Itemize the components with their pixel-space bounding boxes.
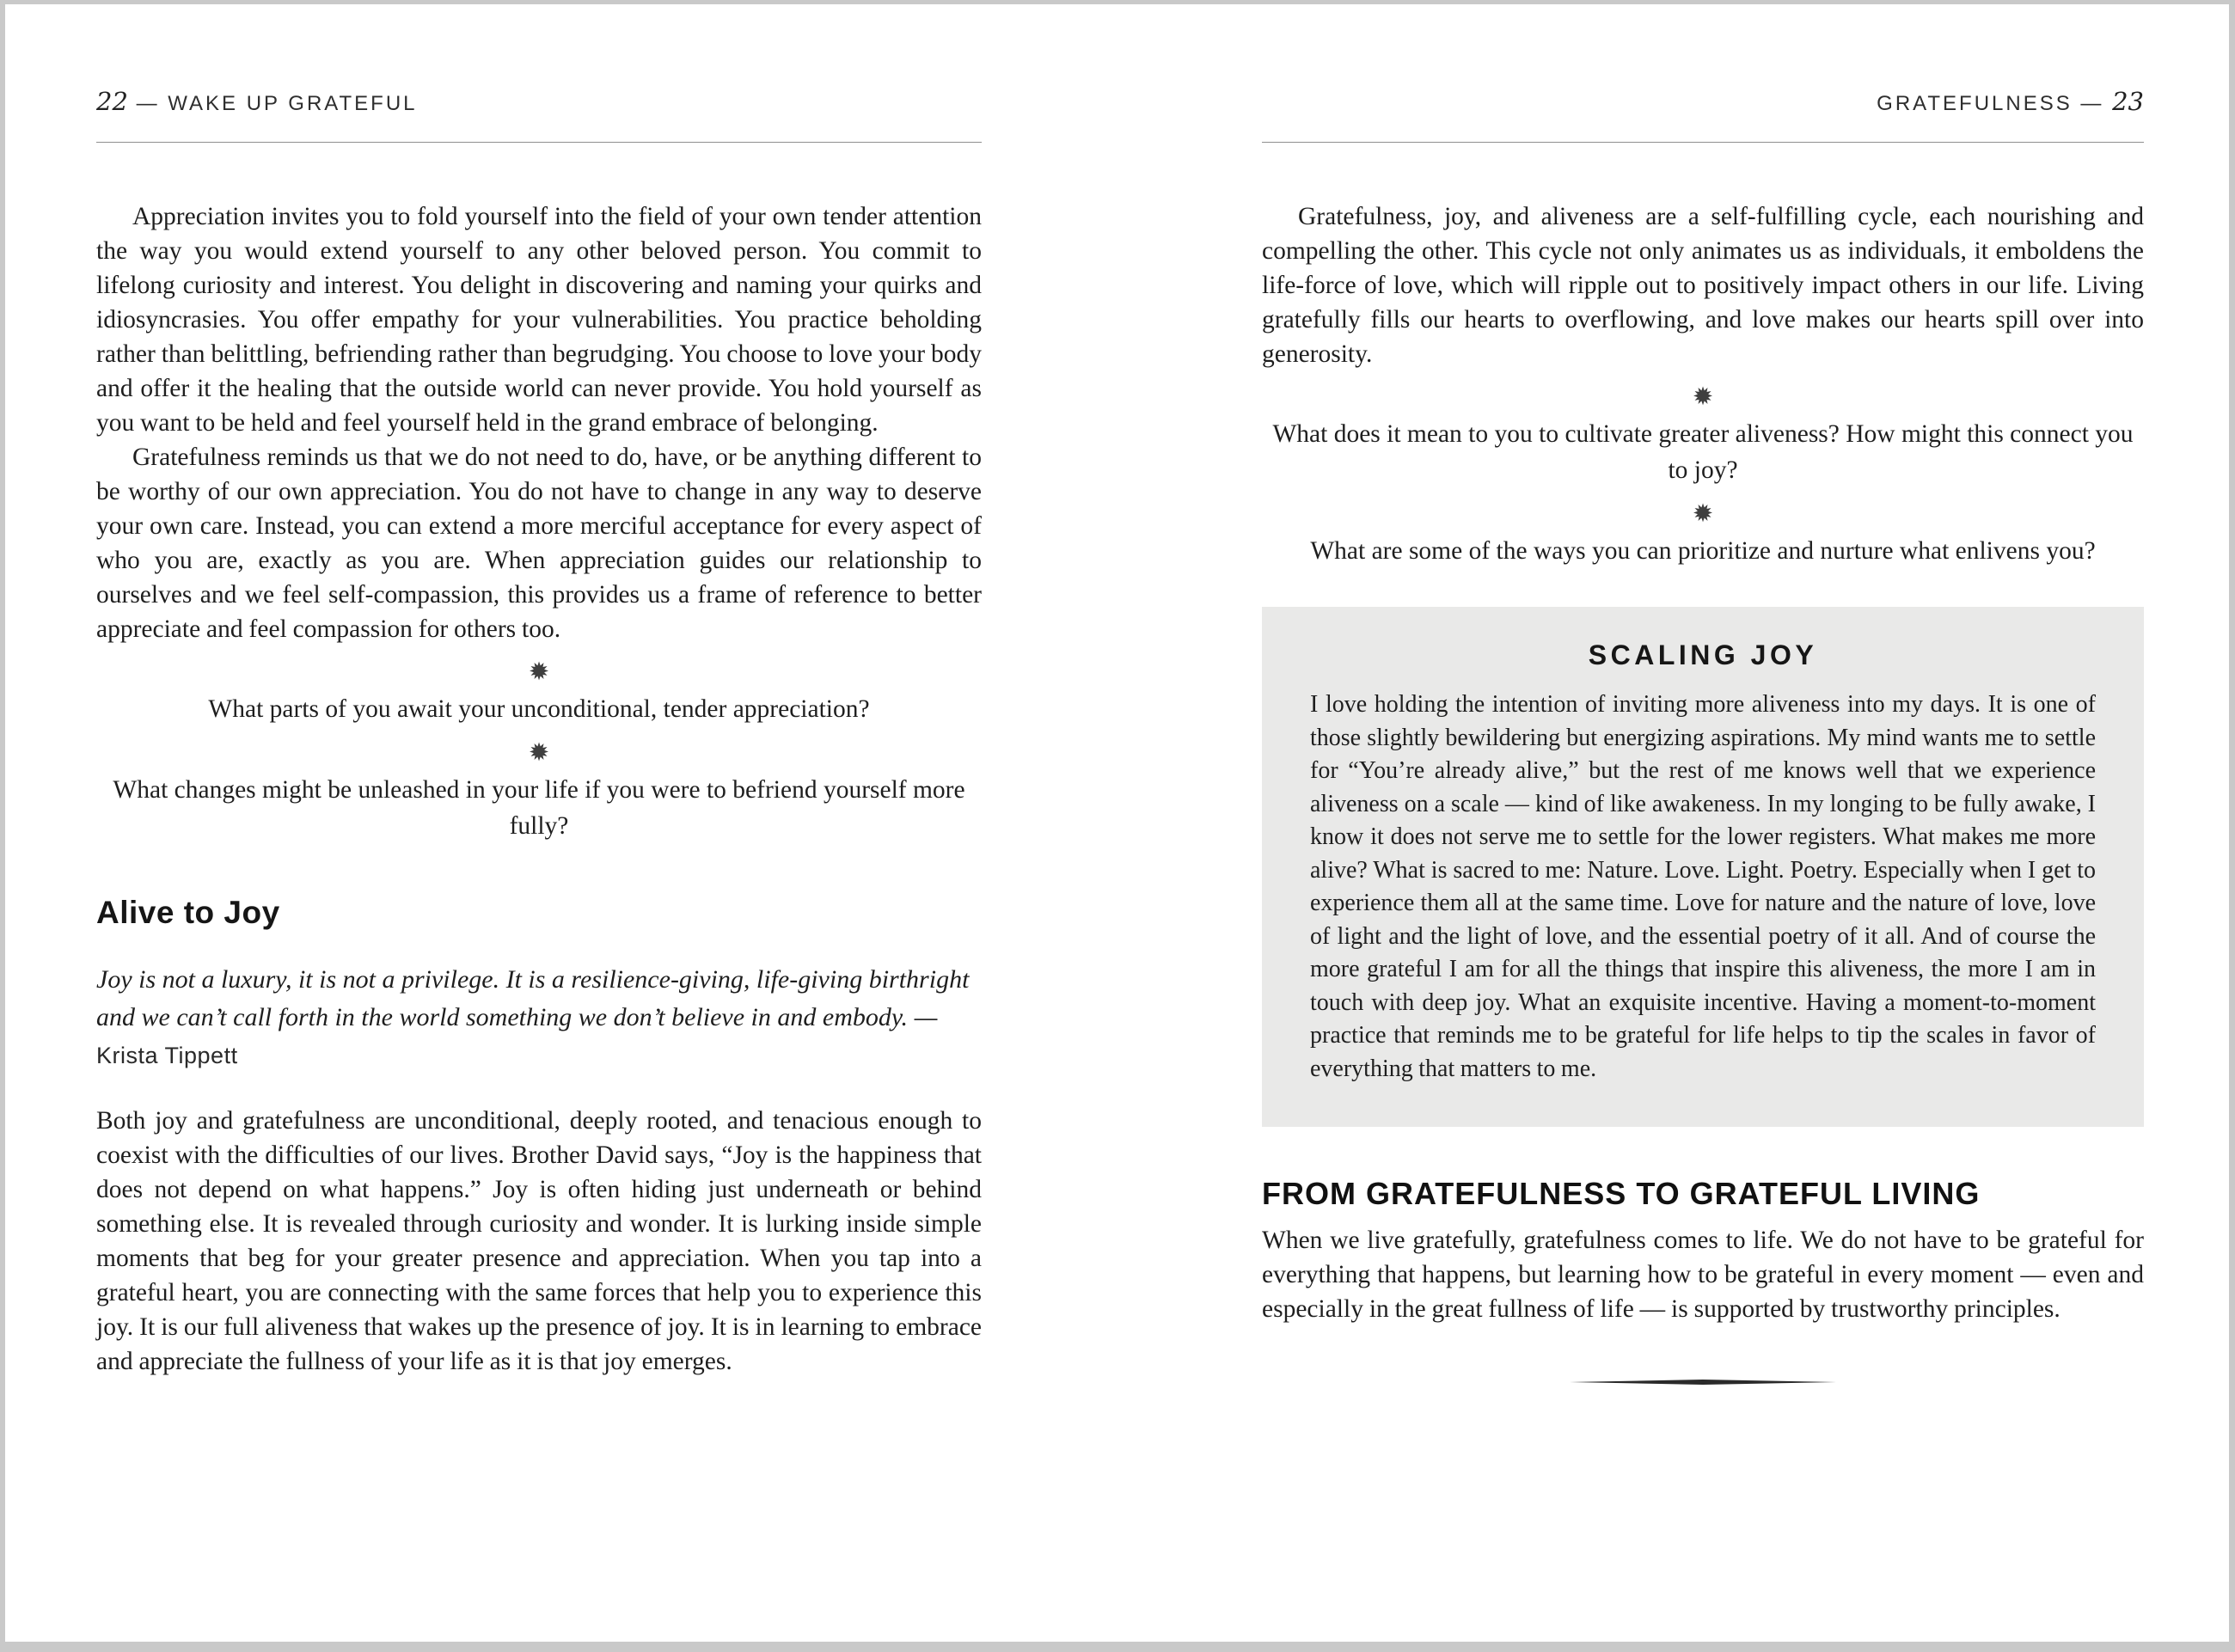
reflection-question: What parts of you await your unconditional, tender appreciation? — [208, 695, 870, 723]
star-ornament-icon: ✹ — [528, 739, 550, 767]
paragraph: Appreciation invites you to fold yourself into the field of your own tender attention the way you would extend yourself to any other beloved person. You commit to lifelong curiosity and interest. You delight in discovering and naming your quirks and idiosyncrasies. You offer empathy for your vulnerabilities. You practice beholding rather than belittling, befriending rather than begrudging. You choose to love your body and offer it the healing that the outside world can never provide. You hold yourself as you want to be held and feel yourself held in the grand embrace of belonging. — [96, 203, 982, 437]
section-heading: FROM GRATEFULNESS TO GRATEFUL LIVING — [1262, 1176, 1981, 1211]
right-running-title: GRATEFULNESS — [1877, 92, 2073, 115]
right-page-column — [1262, 4, 2144, 1390]
reflection-question: What changes might be unleashed in your life if you were to befriend yourself more fully? — [113, 776, 965, 840]
paragraph: When we live gratefully, gratefulness comes to life. We do not have to be grateful for everything that happens, but learning how to be grateful in every moment — even and especially in the great fullness of life — is supported by trustworthy principles. — [1262, 1227, 2144, 1323]
section-heading: Alive to Joy — [96, 895, 280, 930]
paragraph: Gratefulness reminds us that we do not need to do, have, or be anything different to be worthy of our own appreciation. You do not have to change in any way to deserve your own care. Instead, you can extend a more merciful acceptance for every aspect of who you are, exactly as you are. When appreciation guides our relationship to ourselves and we feel self-compassion, this provides us a frame of reference to better appreciate and feel compassion for others too. — [96, 444, 982, 643]
tapered-rule-icon — [1570, 1379, 1836, 1386]
paragraph: Gratefulness, joy, and aliveness are a self-fulfilling cycle, each nourishing and compelling the other. This cycle not only animates us as individuals, it emboldens the life-force of love, which will ripple out to positively impact others in our life. Living gratefully fills our hearts to overflowing, and love makes our hearts spill over into generosity. — [1262, 203, 2144, 368]
left-header-separator: — — [136, 92, 160, 115]
paragraph: Both joy and gratefulness are unconditional, deeply rooted, and tenacious enough to coexist with the difficulties of our lives. Brother David says, “Joy is the happiness that does not depend on what happens.” Joy is often hiding just underneath or behind something else. It is revealed through curiosity and wonder. It is lurking inside simple moments that beg for your greater presence and appreciation. When you tap into a grateful heart, you are connecting with the same forces that help you to experience this joy. It is our full aliveness that wakes up the presence of joy. It is in learning to embrace and appreciate the fullness of your life as it is that joy emerges. — [96, 1107, 982, 1375]
left-page-number: 22 — [96, 87, 128, 116]
page-paper — [5, 4, 2229, 1642]
section-divider — [1262, 1374, 2144, 1390]
quote-text: Joy is not a luxury, it is not a privilege. It is a resilience-giving, life-giving birthright and we can’t call forth in the world something we don’t believe in and embody. — [96, 965, 970, 1031]
callout-box — [1262, 607, 2144, 1127]
left-page-column — [96, 4, 982, 1379]
epigraph-quote — [96, 961, 982, 1074]
star-ornament-icon: ✹ — [528, 658, 550, 686]
callout-title: SCALING JOY — [1588, 639, 1818, 670]
right-running-header — [1262, 87, 2144, 143]
star-ornament-icon: ✹ — [1692, 383, 1714, 411]
reflection-question: What does it mean to you to cultivate greater aliveness? How might this connect you to joy? — [1272, 420, 2134, 484]
left-running-title: WAKE UP GRATEFUL — [168, 92, 418, 115]
right-page-number: 23 — [2112, 87, 2144, 116]
left-running-header — [96, 87, 982, 143]
callout-body: I love holding the intention of inviting more aliveness into my days. It is one of those slightly bewildering but energizing aspirations. My mind wants me to settle for “You’re already alive,” but the rest of me knows well that we experience aliveness on a scale — kind of like awakeness. In my longing to be fully awake, I know it does not serve me to settle for the lower registers. What makes me more alive? What is sacred to me: Nature. Love. Light. Poetry. Especially when I get to experience them all at the same time. Love for nature and the nature of love, love of light and the light of love, and the essential poetry of it all. And of course the more grateful I am for all the things that inspire this aliveness, the more I am in touch with deep joy. What an exquisite incentive. Having a moment-to-moment practice that reminds me to be grateful for life helps to tip the scales in favor of everything that matters to me. — [1310, 691, 2096, 1082]
right-header-separator: — — [2080, 92, 2104, 115]
star-ornament-icon: ✹ — [1692, 500, 1714, 528]
reflection-question: What are some of the ways you can prioritize and nurture what enlivens you? — [1310, 537, 2096, 565]
quote-attribution: — Krista Tippett — [96, 1005, 939, 1068]
